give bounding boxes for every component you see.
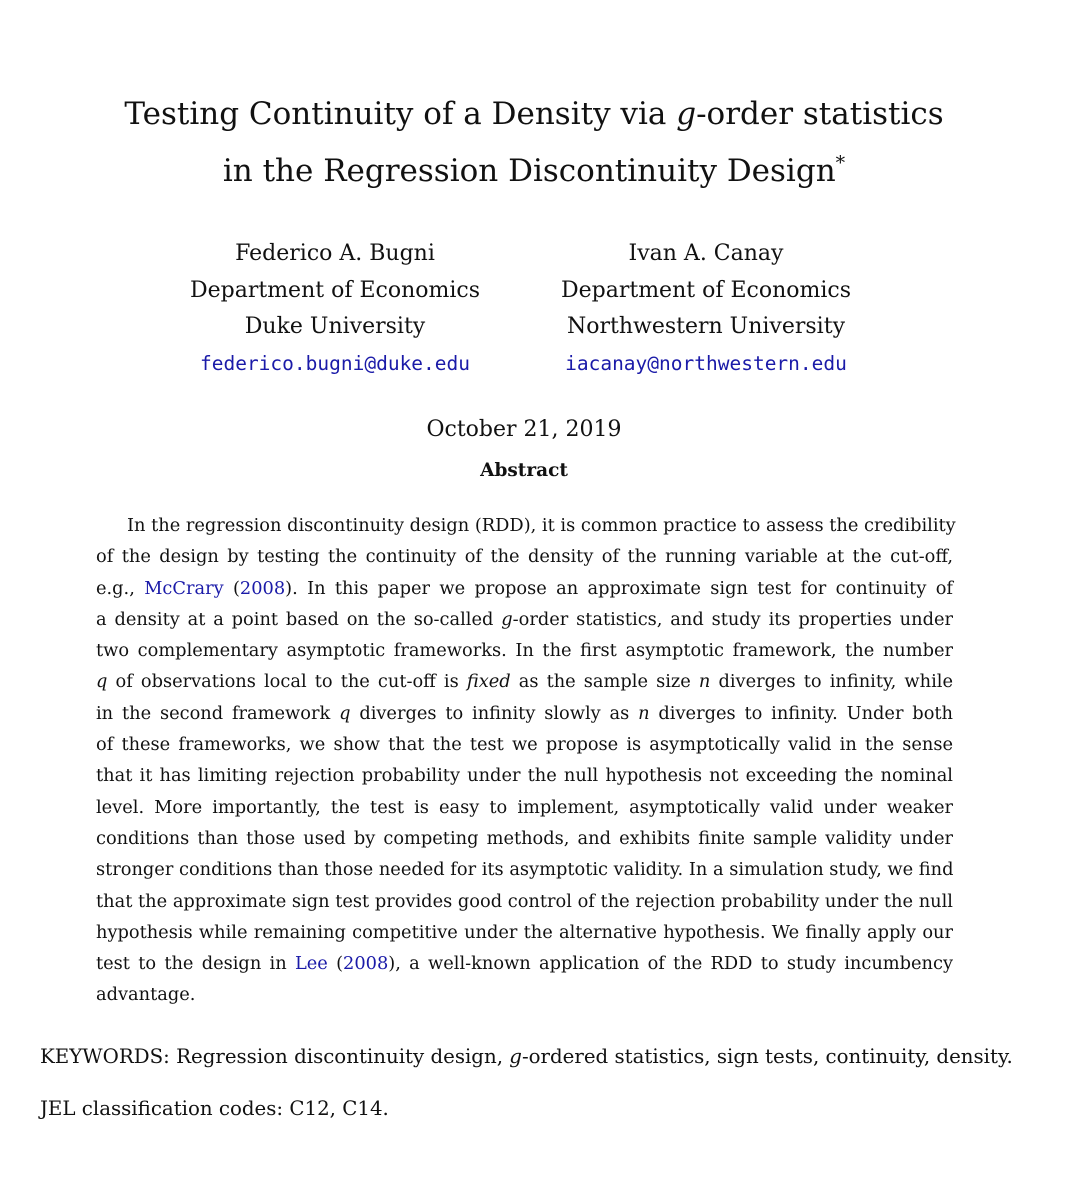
abstract-line: that it has limiting rejection probability under the null hypothesis not exceeding the nominal: [96, 765, 953, 787]
author-university: Duke University: [244, 314, 426, 339]
keywords-label: KEYWORDS:: [40, 1045, 177, 1068]
abstract-body: [96, 510, 956, 1011]
title-line-1: Testing Continuity of a Density via g-order statistics: [124, 96, 944, 132]
citation-lee-link[interactable]: Lee: [294, 953, 328, 975]
abstract-line: a density at a point based on the so-called g-order statistics, and study its properties under: [96, 608, 953, 630]
author-department: Department of Economics: [560, 277, 852, 303]
author-block-1: [160, 236, 510, 382]
author-university: Northwestern University: [566, 314, 845, 339]
abstract-line: e.g., McCrary (2008). In this paper we propose an approximate sign test for continuity of: [96, 577, 953, 599]
citation-mccrary-link[interactable]: McCrary: [144, 577, 224, 599]
abstract-line: of these frameworks, we show that the test we propose is asymptotically valid in the sense: [96, 734, 953, 756]
author-email-link[interactable]: federico.bugni@duke.edu: [199, 351, 471, 375]
abstract-line: advantage.: [96, 984, 196, 1006]
abstract-line: that the approximate sign test provides good control of the rejection probability under the null: [96, 890, 953, 912]
title-line-2: in the Regression Discontinuity Design*: [222, 152, 846, 189]
keywords: KEYWORDS: Regression discontinuity design, g-ordered statistics, sign tests, continuity, density.: [40, 1045, 1013, 1068]
citation-mccrary-year-link[interactable]: 2008: [239, 577, 286, 599]
author-department: Department of Economics: [189, 277, 481, 303]
abstract-line: level. More importantly, the test is easy to implement, asymptotically valid under weaker: [96, 796, 953, 818]
title-footnote-mark[interactable]: *: [835, 152, 846, 174]
abstract-line: conditions than those used by competing methods, and exhibits finite sample validity under: [96, 827, 953, 849]
paper-date: October 21, 2019: [426, 417, 622, 442]
jel-codes: JEL classification codes: C12, C14.: [40, 1097, 389, 1120]
abstract-line: in the second framework q diverges to infinity slowly as n diverges to infinity. Under both: [96, 702, 953, 724]
abstract-line: of the design by testing the continuity of the density of the running variable at the cut-off,: [96, 546, 953, 568]
abstract-heading: Abstract: [480, 460, 568, 481]
abstract-line: In the regression discontinuity design (RDD), it is common practice to assess the credibility: [127, 515, 956, 536]
abstract-line: stronger conditions than those needed for its asymptotic validity. In a simulation study, we find: [96, 859, 954, 881]
paper-title: [0, 86, 1068, 200]
author-name: Ivan A. Canay: [628, 241, 784, 266]
abstract-line: q of observations local to the cut-off is fixed as the sample size n diverges to infinity, while: [96, 671, 953, 693]
abstract-line: hypothesis while remaining competitive under the alternative hypothesis. We finally apply our: [96, 921, 953, 943]
author-email-link[interactable]: iacanay@northwestern.edu: [565, 351, 847, 375]
author-block-2: [531, 236, 881, 382]
citation-lee-year-link[interactable]: 2008: [343, 953, 389, 975]
abstract-line: test to the design in Lee (2008), a well-known application of the RDD to study incumbency: [96, 953, 954, 975]
author-name: Federico A. Bugni: [235, 241, 435, 266]
abstract-line: two complementary asymptotic frameworks. In the first asymptotic framework, the number: [96, 640, 953, 662]
